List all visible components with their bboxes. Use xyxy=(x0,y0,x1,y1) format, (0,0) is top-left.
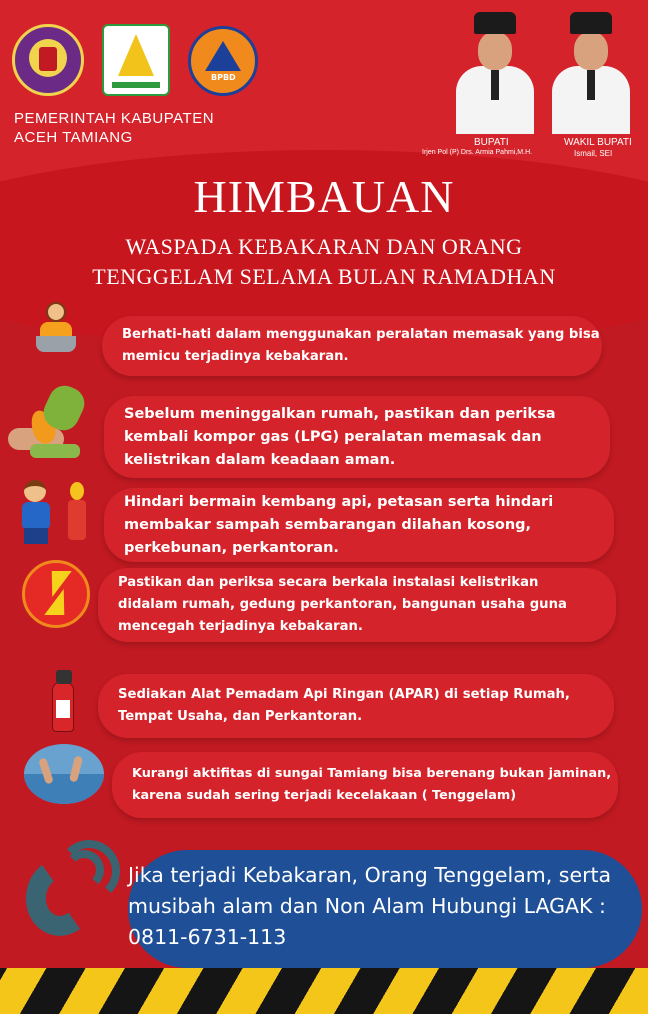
advisory-text: Sediakan Alat Pemadam Api Ringan (APAR) di setiap Rumah, Tempat Usaha, dan Perkantoran. xyxy=(118,687,570,724)
gas-cylinder-fire-icon xyxy=(6,384,88,466)
aceh-tamiang-regency-logo xyxy=(102,24,170,96)
advisory-text: Hindari bermain kembang api, petasan serta hindari membakar sampah sembarangan dilahan kosong, perkebunan, perkantoran. xyxy=(124,493,554,556)
advisory-text: Pastikan dan periksa secara berkala instalasi kelistrikan didalam rumah, gedung perkantoran, bangunan usaha guna mencegah terjadinya kebakaran. xyxy=(118,575,567,634)
drowning-hands-icon xyxy=(24,744,104,804)
advisory-text: Sebelum meninggalkan rumah, pastikan dan periksa kembali kompor gas (LPG) peralatan memasak dan kelistrikan dalam keadaan aman. xyxy=(124,405,556,468)
bupati-name: Irjen Pol (P) Drs. Armia Pahmi,M.H. xyxy=(422,149,533,156)
contact-phone-number: 0811-6731-113 xyxy=(128,925,287,949)
lightning-bolt-icon xyxy=(22,560,90,628)
advisory-item-extinguisher xyxy=(98,674,614,738)
advisory-item-river xyxy=(112,752,618,818)
bupati-photo xyxy=(450,8,538,134)
officials-photo xyxy=(448,8,638,136)
cooking-woman-icon xyxy=(30,300,82,356)
hazard-stripe xyxy=(0,968,648,1014)
advisory-item-fireworks xyxy=(104,488,614,562)
bupati-title: BUPATI xyxy=(474,137,509,148)
subtitle-line-2: TENGGELAM SELAMA BULAN RAMADHAN xyxy=(92,264,556,289)
wakil-bupati-name: Ismail, SEI xyxy=(574,149,613,158)
contact-line-2: musibah alam dan Non Alam Hubungi LAGAK : xyxy=(128,894,606,918)
government-line-1: PEMERINTAH KABUPATEN xyxy=(14,110,215,127)
government-label xyxy=(14,109,214,147)
advisory-item-cooking xyxy=(102,316,602,376)
advisory-item-electrical xyxy=(98,568,616,642)
main-title: HIMBAUAN xyxy=(193,171,455,222)
bpbd-logo-text: BPBD xyxy=(211,73,236,82)
contact-line-1: Jika terjadi Kebakaran, Orang Tenggelam, serta xyxy=(128,863,612,887)
emergency-contact-box xyxy=(128,850,642,968)
wakil-bupati-photo xyxy=(546,8,634,134)
fire-extinguisher-icon xyxy=(48,668,78,734)
advisory-item-gas-stove xyxy=(104,396,610,478)
phone-icon xyxy=(18,846,128,946)
bpbd-logo xyxy=(188,26,258,96)
firecracker-kid-icon xyxy=(18,478,92,548)
wakil-bupati-title: WAKIL BUPATI xyxy=(564,137,632,148)
police-emblem-logo xyxy=(12,24,84,96)
advisory-text: Berhati-hati dalam menggunakan peralatan memasak yang bisa memicu terjadinya kebakaran. xyxy=(122,327,600,364)
advisory-text: Kurangi aktifitas di sungai Tamiang bisa berenang bukan jaminan, karena sudah sering terjadi kecelakaan ( Tenggelam) xyxy=(132,766,612,803)
subtitle-line-1: WASPADA KEBAKARAN DAN ORANG xyxy=(125,234,523,259)
government-line-2: ACEH TAMIANG xyxy=(14,129,133,146)
